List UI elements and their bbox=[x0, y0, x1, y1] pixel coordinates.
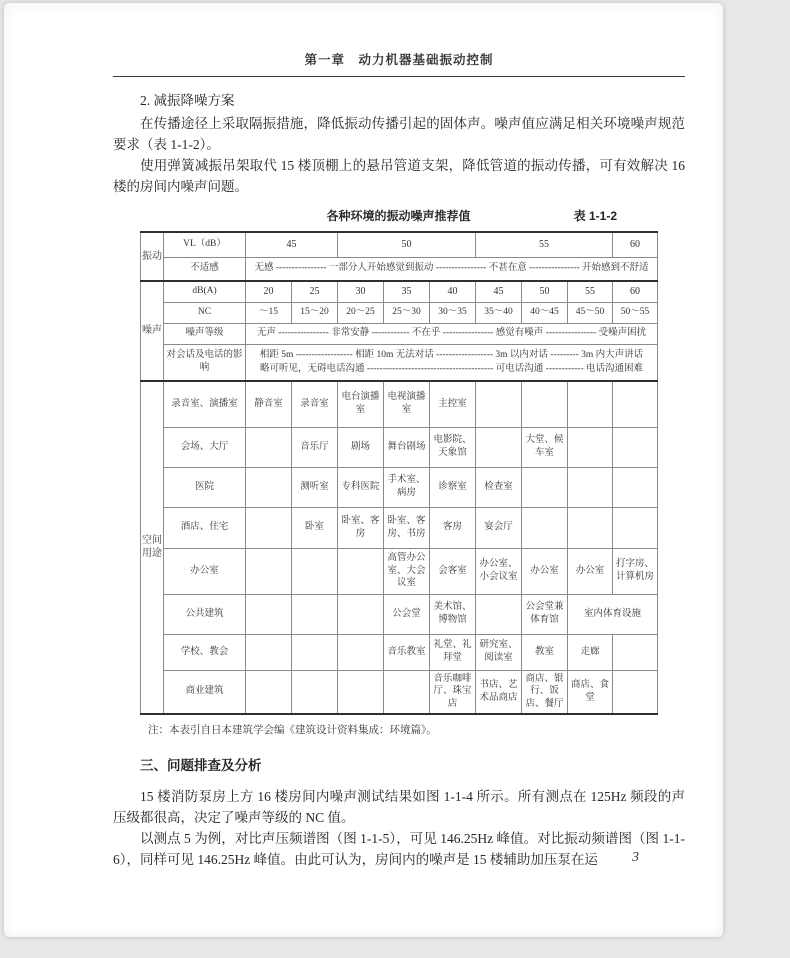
row-label: 商业建筑 bbox=[164, 670, 246, 714]
table-cell bbox=[292, 548, 338, 594]
table-cell: 商店、食堂 bbox=[568, 670, 613, 714]
table-cell: 诊察室 bbox=[430, 467, 476, 507]
table-cell: 大堂、候车室 bbox=[522, 427, 568, 467]
table-cell: 35 bbox=[384, 281, 430, 302]
row-label: 对会话及电话的影响 bbox=[164, 344, 246, 381]
table-row-vl bbox=[141, 232, 658, 257]
table-row-usage bbox=[141, 467, 658, 507]
table-cell bbox=[246, 467, 292, 507]
row-label: 公共建筑 bbox=[164, 594, 246, 634]
table-number: 表 1-1-2 bbox=[573, 209, 617, 223]
group-label-usage: 空间用途 bbox=[141, 381, 164, 714]
table-cell: 美术馆、博物馆 bbox=[430, 594, 476, 634]
table-cell bbox=[613, 670, 658, 714]
table-cell bbox=[292, 670, 338, 714]
table-cell: 30 bbox=[338, 281, 384, 302]
row-label: 会场、大厅 bbox=[164, 427, 246, 467]
table-row-conversation bbox=[141, 344, 658, 381]
table-cell bbox=[338, 548, 384, 594]
table-cell: 教室 bbox=[522, 634, 568, 670]
table-cell: 研究室、阅读室 bbox=[476, 634, 522, 670]
table-cell: 55 bbox=[476, 232, 613, 257]
running-head: 第一章 动力机器基础振动控制 bbox=[113, 50, 685, 77]
table-row-usage bbox=[141, 548, 658, 594]
table-row-usage bbox=[141, 634, 658, 670]
section-heading: 三、问题排查及分析 bbox=[140, 757, 262, 773]
table-cell bbox=[338, 634, 384, 670]
table-cell: 办公室 bbox=[522, 548, 568, 594]
table-cell: 专科医院 bbox=[338, 467, 384, 507]
table-footnote: 注：本表引自日本建筑学会编《建筑设计资料集成：环境篇》。 bbox=[148, 724, 437, 736]
table-cell: 45 bbox=[246, 232, 338, 257]
table-cell bbox=[613, 507, 658, 548]
group-label-vibration: 振动 bbox=[141, 232, 164, 281]
table-cell: 会客室 bbox=[430, 548, 476, 594]
table-cell: 商店、银行、饭店、餐厅 bbox=[522, 670, 568, 714]
table-cell bbox=[246, 427, 292, 467]
paragraph: 15 楼消防泵房上方 16 楼房间内噪声测试结果如图 1-1-4 所示。所有测点在 125Hz 频段的声压级都很高，决定了噪声等级的 NC 值。 bbox=[113, 788, 685, 825]
row-label: 酒店、住宅 bbox=[164, 507, 246, 548]
table-cell: 60 bbox=[613, 232, 658, 257]
table-cell: 无感 ---------------- 一部分人开始感觉到振动 ---------------- 不甚在意 ---------------- 开始感到不舒适 bbox=[246, 257, 658, 281]
row-label: 医院 bbox=[164, 467, 246, 507]
table-cell: 走廊 bbox=[568, 634, 613, 670]
table-cell: 45 bbox=[476, 281, 522, 302]
subsection-heading: 2. 减振降噪方案 bbox=[140, 93, 235, 108]
table-cell: 打字房、计算机房 bbox=[613, 548, 658, 594]
table-cell: 20～25 bbox=[338, 302, 384, 323]
conversation-line-2: 略可听见，无碍电话沟通 ---------------------------------------- 可电话沟通 ------------ 电话沟通困难 bbox=[260, 364, 644, 375]
table-cell: 公会堂 bbox=[384, 594, 430, 634]
table-cell: 卧室、客房 bbox=[338, 507, 384, 548]
table-row-noise-level bbox=[141, 323, 658, 344]
table-cell: 电视演播室 bbox=[384, 381, 430, 427]
table-block bbox=[140, 207, 657, 715]
table-row-usage bbox=[141, 507, 658, 548]
recommended-values-table bbox=[140, 231, 658, 715]
table-cell: 无声 ---------------- 非常安静 ------------ 不在乎 ---------------- 感觉有噪声 ---------------- 受噪声困扰 bbox=[246, 323, 658, 344]
table-cell bbox=[568, 467, 613, 507]
paragraph: 在传播途径上采取隔振措施，降低振动传播引起的固体声。噪声值应满足相关环境噪声规范要求（表 1-1-2）。 bbox=[113, 116, 685, 152]
table-cell: 40 bbox=[430, 281, 476, 302]
table-cell bbox=[338, 594, 384, 634]
table-cell bbox=[476, 427, 522, 467]
table-cell: 音乐教室 bbox=[384, 634, 430, 670]
table-cell bbox=[246, 670, 292, 714]
table-cell bbox=[568, 381, 613, 427]
table-cell: 卧室 bbox=[292, 507, 338, 548]
table-cell bbox=[246, 507, 292, 548]
table-cell bbox=[522, 507, 568, 548]
row-label: NC bbox=[164, 302, 246, 323]
table-cell: 办公室、小会议室 bbox=[476, 548, 522, 594]
table-cell bbox=[292, 634, 338, 670]
table-cell bbox=[476, 594, 522, 634]
table-cell: 音乐咖啡厅、珠宝店 bbox=[430, 670, 476, 714]
table-cell: 礼堂、礼拜堂 bbox=[430, 634, 476, 670]
table-cell: 录音室 bbox=[292, 381, 338, 427]
table-caption bbox=[140, 207, 657, 224]
table-cell: 办公室 bbox=[568, 548, 613, 594]
table-cell: 35～40 bbox=[476, 302, 522, 323]
table-cell: 电台演播室 bbox=[338, 381, 384, 427]
table-cell: 50 bbox=[338, 232, 476, 257]
table-cell: 手术室、病房 bbox=[384, 467, 430, 507]
row-label: 学校、教会 bbox=[164, 634, 246, 670]
page-number: 3 bbox=[632, 850, 639, 865]
row-label: dB(A) bbox=[164, 281, 246, 302]
table-cell bbox=[384, 670, 430, 714]
table-row-discomfort bbox=[141, 257, 658, 281]
table-cell: 50 bbox=[522, 281, 568, 302]
table-cell: 40～45 bbox=[522, 302, 568, 323]
table-cell: 20 bbox=[246, 281, 292, 302]
table-cell: 客房 bbox=[430, 507, 476, 548]
table-cell: 剧场 bbox=[338, 427, 384, 467]
table-cell bbox=[292, 594, 338, 634]
row-label: 噪声等级 bbox=[164, 323, 246, 344]
scanned-page bbox=[4, 3, 723, 937]
row-label: VL（dB） bbox=[164, 232, 246, 257]
table-cell bbox=[568, 427, 613, 467]
row-label: 不适感 bbox=[164, 257, 246, 281]
table-cell: 主控室 bbox=[430, 381, 476, 427]
table-cell: 卧室、客房、书房 bbox=[384, 507, 430, 548]
table-cell bbox=[246, 344, 658, 381]
table-cell: 公会堂兼体育馆 bbox=[522, 594, 568, 634]
table-cell: 静音室 bbox=[246, 381, 292, 427]
table-cell: 55 bbox=[568, 281, 613, 302]
conversation-line-1: 相距 5m ------------------ 相距 10m 无法对话 ------------------ 3m 以内对话 --------- 3m 内大声讲话 bbox=[259, 350, 644, 360]
table-cell: 书店、艺术品商店 bbox=[476, 670, 522, 714]
table-cell bbox=[613, 467, 658, 507]
table-cell: 舞台剧场 bbox=[384, 427, 430, 467]
table-cell bbox=[613, 427, 658, 467]
paragraph: 使用弹簧减振吊架取代 15 楼顶棚上的悬吊管道支架，降低管道的振动传播，可有效解决 16 楼的房间内噪声问题。 bbox=[113, 158, 685, 194]
table-row-nc bbox=[141, 302, 658, 323]
table-cell: 宴会厅 bbox=[476, 507, 522, 548]
table-row-dba bbox=[141, 281, 658, 302]
table-row-usage bbox=[141, 594, 658, 634]
table-cell bbox=[246, 594, 292, 634]
table-row-usage bbox=[141, 381, 658, 427]
table-cell: 检查室 bbox=[476, 467, 522, 507]
table-cell: 60 bbox=[613, 281, 658, 302]
table-cell bbox=[613, 381, 658, 427]
table-cell bbox=[338, 670, 384, 714]
group-label-noise: 噪声 bbox=[141, 281, 164, 381]
table-cell: 室内体育设施 bbox=[568, 594, 658, 634]
table-cell: 50～55 bbox=[613, 302, 658, 323]
table-cell: 15～20 bbox=[292, 302, 338, 323]
table-cell: 高管办公室、大会议室 bbox=[384, 548, 430, 594]
row-label: 录音室、演播室 bbox=[164, 381, 246, 427]
table-cell bbox=[246, 548, 292, 594]
paragraph: 以测点 5 为例，对比声压频谱图（图 1-1-5），可见 146.25Hz 峰值。对比振动频谱图（图 1-1-6），同样可见 146.25Hz 峰值。由此可认为，房间内的噪声是 15 楼辅助加压泵在运 bbox=[113, 830, 685, 867]
table-cell bbox=[522, 467, 568, 507]
page-content-area bbox=[4, 3, 723, 937]
table-cell bbox=[522, 381, 568, 427]
table-cell bbox=[246, 634, 292, 670]
table-cell: 25 bbox=[292, 281, 338, 302]
table-cell: 测听室 bbox=[292, 467, 338, 507]
table-title: 各种环境的振动噪声推荐值 bbox=[326, 209, 471, 223]
table-cell: 30～35 bbox=[430, 302, 476, 323]
table-cell bbox=[476, 381, 522, 427]
table-row-usage bbox=[141, 670, 658, 714]
table-row-usage bbox=[141, 427, 658, 467]
table-cell: 音乐厅 bbox=[292, 427, 338, 467]
table-cell: ～15 bbox=[246, 302, 292, 323]
table-cell: 25～30 bbox=[384, 302, 430, 323]
table-cell bbox=[613, 634, 658, 670]
table-cell bbox=[568, 507, 613, 548]
table-cell: 电影院、天象馆 bbox=[430, 427, 476, 467]
table-cell: 45～50 bbox=[568, 302, 613, 323]
row-label: 办公室 bbox=[164, 548, 246, 594]
